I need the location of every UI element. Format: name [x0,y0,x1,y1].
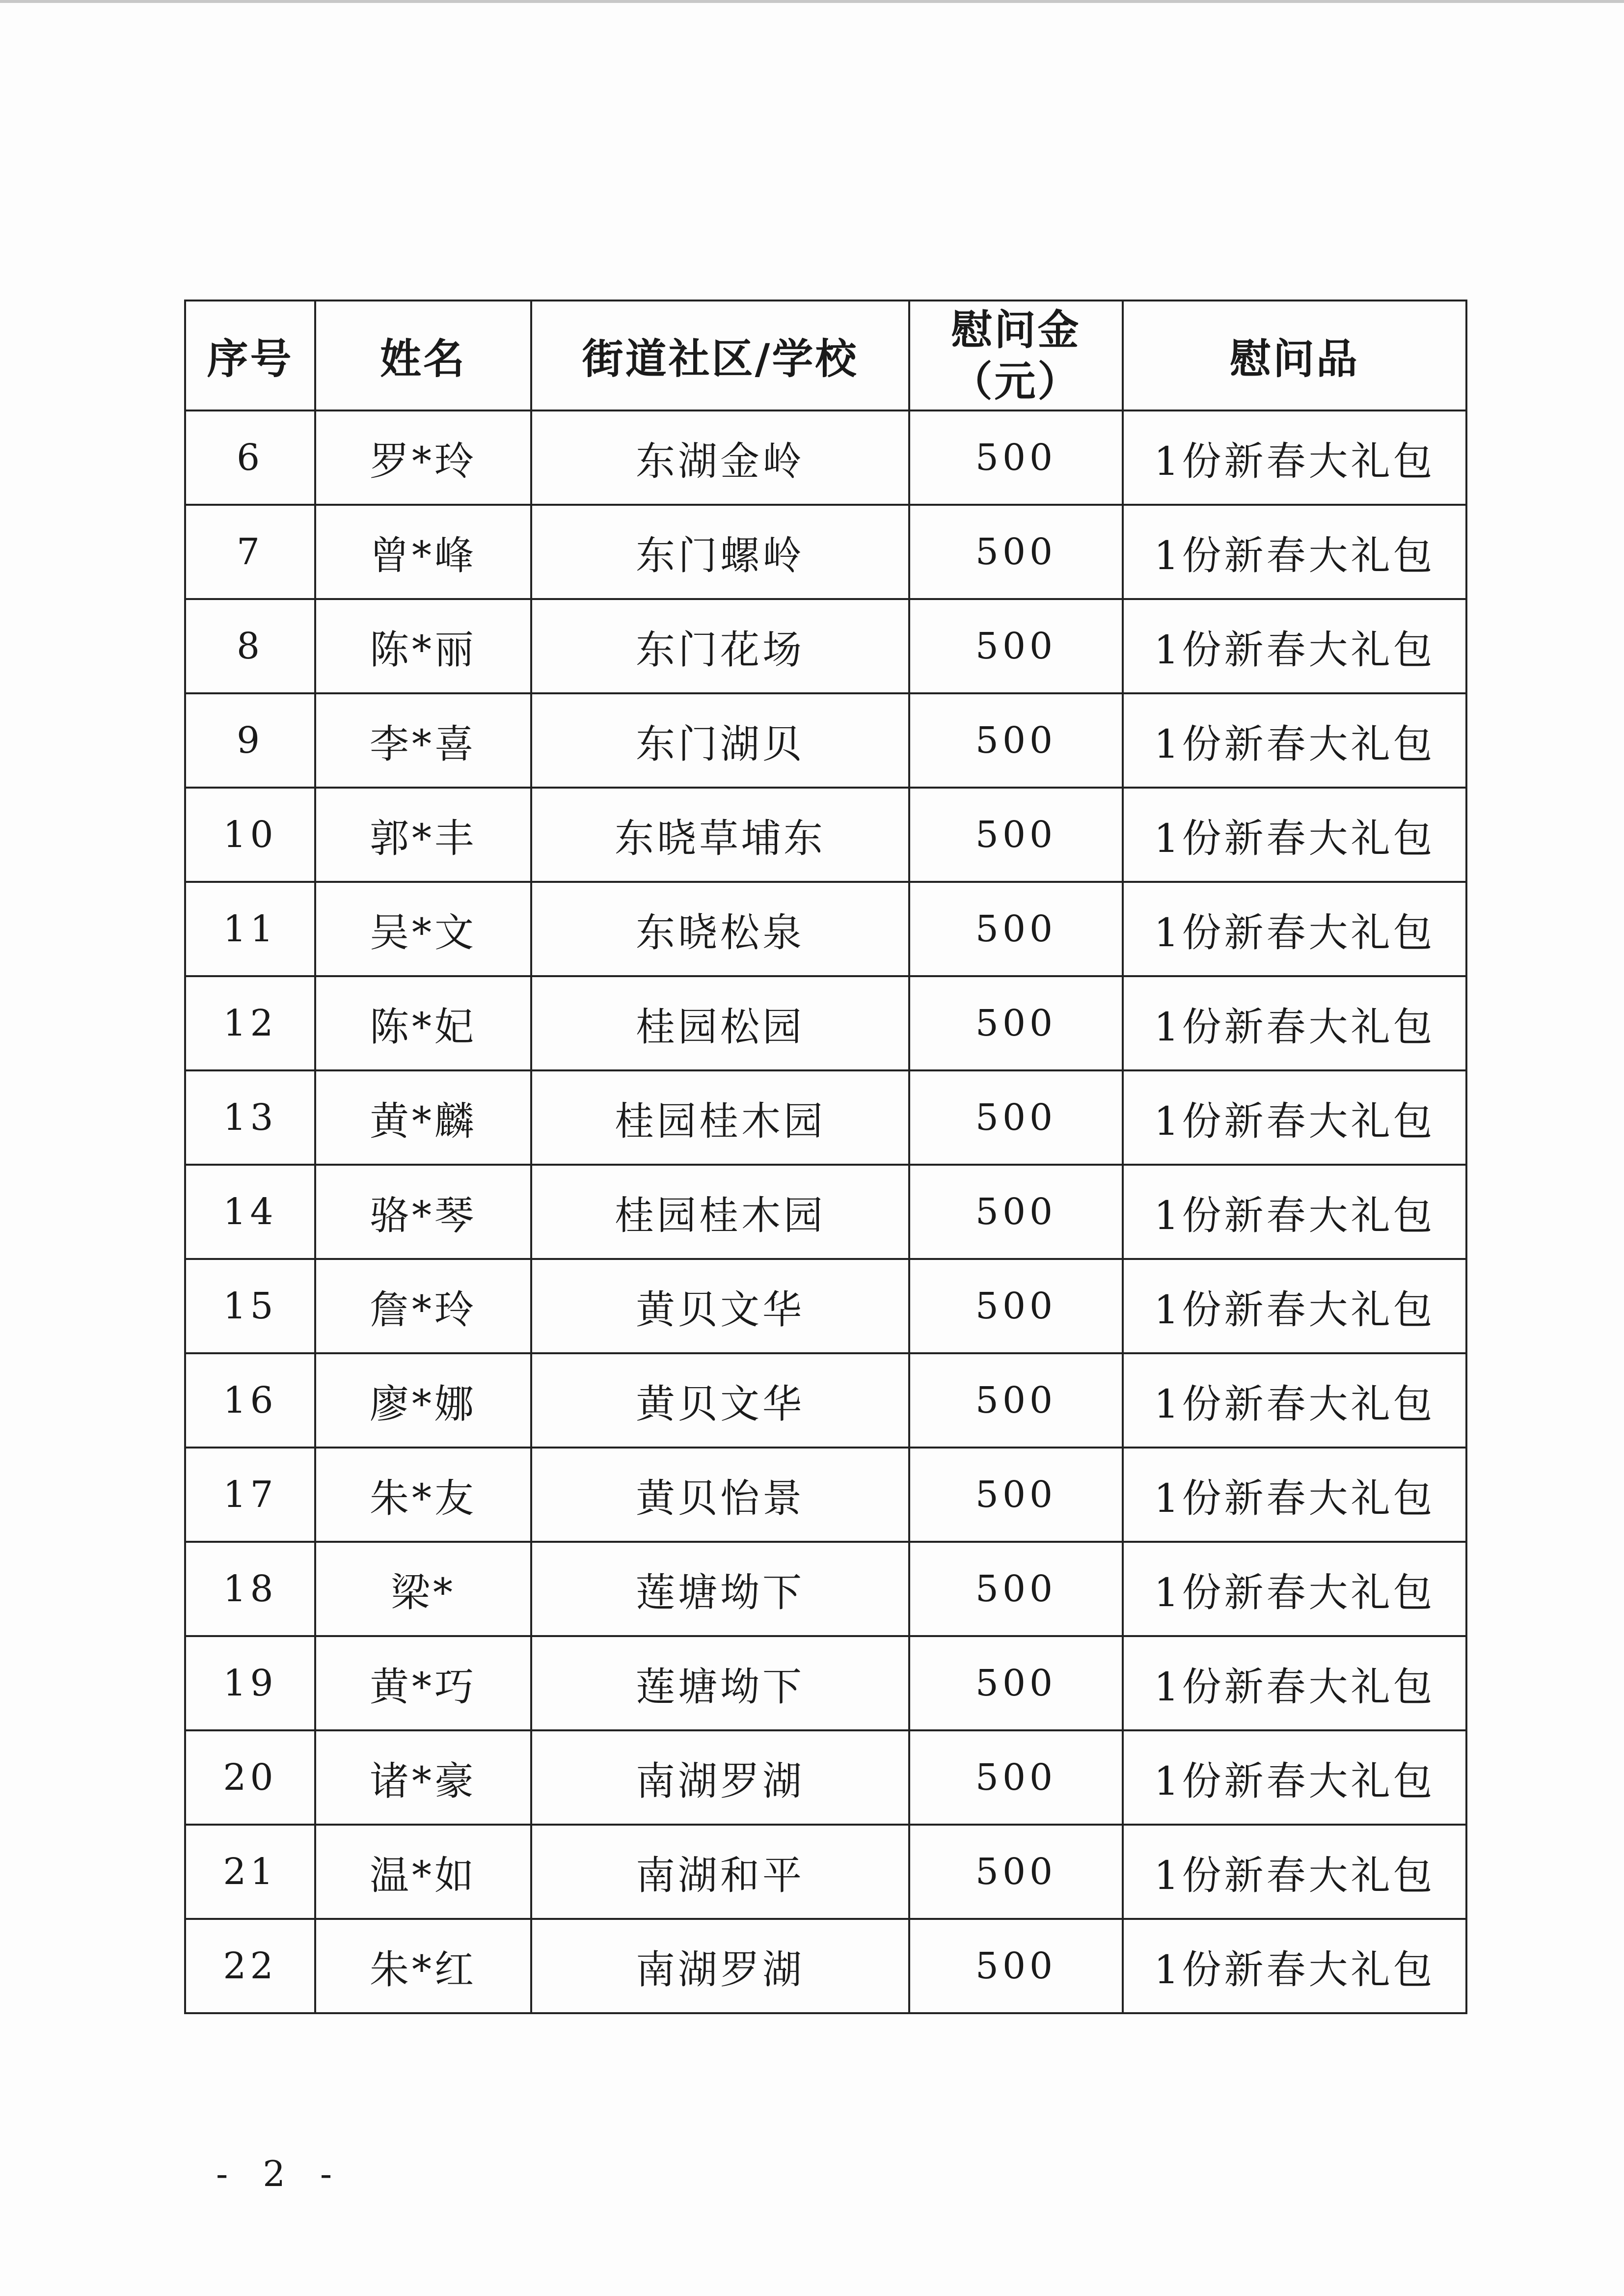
cell-amount: 500 [909,1542,1123,1636]
cell-seq: 14 [185,1165,315,1259]
cell-name: 朱*红 [315,1919,531,2013]
cell-address: 南湖罗湖 [531,1730,909,1825]
cell-amount: 500 [909,1259,1123,1353]
cell-name: 詹*玲 [315,1259,531,1353]
cell-gift: 1份新春大礼包 [1123,1448,1466,1542]
cell-address: 莲塘坳下 [531,1636,909,1730]
cell-seq: 13 [185,1070,315,1165]
cell-name: 温*如 [315,1825,531,1919]
header-seq: 序号 [185,301,315,410]
cell-seq: 22 [185,1919,315,2013]
table-row [185,1542,1466,1636]
header-amount-line2: （元） [951,357,1081,406]
cell-gift: 1份新春大礼包 [1123,1919,1466,2013]
cell-seq: 15 [185,1259,315,1353]
cell-gift: 1份新春大礼包 [1123,410,1466,505]
cell-address: 东门湖贝 [531,693,909,788]
cell-gift: 1份新春大礼包 [1123,1070,1466,1165]
cell-name: 吴*文 [315,882,531,976]
cell-gift: 1份新春大礼包 [1123,788,1466,882]
cell-name: 黄*巧 [315,1636,531,1730]
table-row [185,788,1466,882]
header-gift: 慰问品 [1123,301,1466,410]
scan-top-edge [0,0,1624,3]
cell-seq: 16 [185,1353,315,1448]
cell-name: 罗*玲 [315,410,531,505]
cell-name: 朱*友 [315,1448,531,1542]
header-address: 街道社区/学校 [531,301,909,410]
cell-amount: 500 [909,410,1123,505]
table-row [185,1259,1466,1353]
cell-amount: 500 [909,1825,1123,1919]
cell-seq: 8 [185,599,315,693]
cell-gift: 1份新春大礼包 [1123,1353,1466,1448]
cell-address: 东晓松泉 [531,882,909,976]
cell-address: 黄贝怡景 [531,1448,909,1542]
table-row [185,1730,1466,1825]
cell-amount: 500 [909,1730,1123,1825]
cell-gift: 1份新春大礼包 [1123,976,1466,1070]
cell-gift: 1份新春大礼包 [1123,693,1466,788]
table-row [185,1070,1466,1165]
cell-address: 东门花场 [531,599,909,693]
table-row [185,1636,1466,1730]
cell-seq: 20 [185,1730,315,1825]
cell-seq: 7 [185,505,315,599]
cell-address: 莲塘坳下 [531,1542,909,1636]
table-row [185,410,1466,505]
cell-name: 廖*娜 [315,1353,531,1448]
table-row [185,1825,1466,1919]
table-row [185,1353,1466,1448]
cell-seq: 21 [185,1825,315,1919]
cell-address: 桂园松园 [531,976,909,1070]
cell-amount: 500 [909,1636,1123,1730]
table-row [185,693,1466,788]
cell-gift: 1份新春大礼包 [1123,505,1466,599]
cell-name: 曾*峰 [315,505,531,599]
cell-name: 陈*妃 [315,976,531,1070]
cell-address: 东门螺岭 [531,505,909,599]
cell-amount: 500 [909,788,1123,882]
cell-gift: 1份新春大礼包 [1123,599,1466,693]
cell-seq: 10 [185,788,315,882]
header-amount [909,301,1123,410]
cell-seq: 17 [185,1448,315,1542]
cell-amount: 500 [909,693,1123,788]
header-name: 姓名 [315,301,531,410]
table-row [185,505,1466,599]
cell-amount: 500 [909,976,1123,1070]
cell-amount: 500 [909,1165,1123,1259]
cell-name: 黄*麟 [315,1070,531,1165]
cell-seq: 11 [185,882,315,976]
cell-seq: 12 [185,976,315,1070]
table-header-row [185,301,1466,410]
table-body [185,410,1466,2013]
cell-amount: 500 [909,599,1123,693]
cell-gift: 1份新春大礼包 [1123,1259,1466,1353]
table-row [185,976,1466,1070]
cell-address: 桂园桂木园 [531,1165,909,1259]
cell-gift: 1份新春大礼包 [1123,882,1466,976]
table-row [185,599,1466,693]
cell-gift: 1份新春大礼包 [1123,1825,1466,1919]
cell-seq: 18 [185,1542,315,1636]
cell-address: 南湖罗湖 [531,1919,909,2013]
cell-name: 李*喜 [315,693,531,788]
cell-address: 东晓草埔东 [531,788,909,882]
cell-seq: 9 [185,693,315,788]
cell-name: 陈*丽 [315,599,531,693]
cell-amount: 500 [909,1353,1123,1448]
header-amount-line1: 慰问金 [951,305,1081,354]
cell-amount: 500 [909,1919,1123,2013]
table-row [185,1919,1466,2013]
cell-address: 黄贝文华 [531,1353,909,1448]
cell-name: 郭*丰 [315,788,531,882]
cell-gift: 1份新春大礼包 [1123,1165,1466,1259]
cell-address: 南湖和平 [531,1825,909,1919]
cell-seq: 6 [185,410,315,505]
cell-amount: 500 [909,505,1123,599]
cell-gift: 1份新春大礼包 [1123,1730,1466,1825]
recipient-table [184,300,1467,2014]
cell-gift: 1份新春大礼包 [1123,1636,1466,1730]
table-row [185,1165,1466,1259]
table-row [185,1448,1466,1542]
cell-address: 桂园桂木园 [531,1070,909,1165]
cell-address: 东湖金岭 [531,410,909,505]
page-number: - 2 - [216,2153,344,2194]
cell-name: 骆*琴 [315,1165,531,1259]
cell-amount: 500 [909,1070,1123,1165]
cell-gift: 1份新春大礼包 [1123,1542,1466,1636]
cell-name: 梁* [315,1542,531,1636]
cell-seq: 19 [185,1636,315,1730]
cell-amount: 500 [909,882,1123,976]
cell-address: 黄贝文华 [531,1259,909,1353]
table-row [185,882,1466,976]
cell-amount: 500 [909,1448,1123,1542]
cell-name: 诸*豪 [315,1730,531,1825]
